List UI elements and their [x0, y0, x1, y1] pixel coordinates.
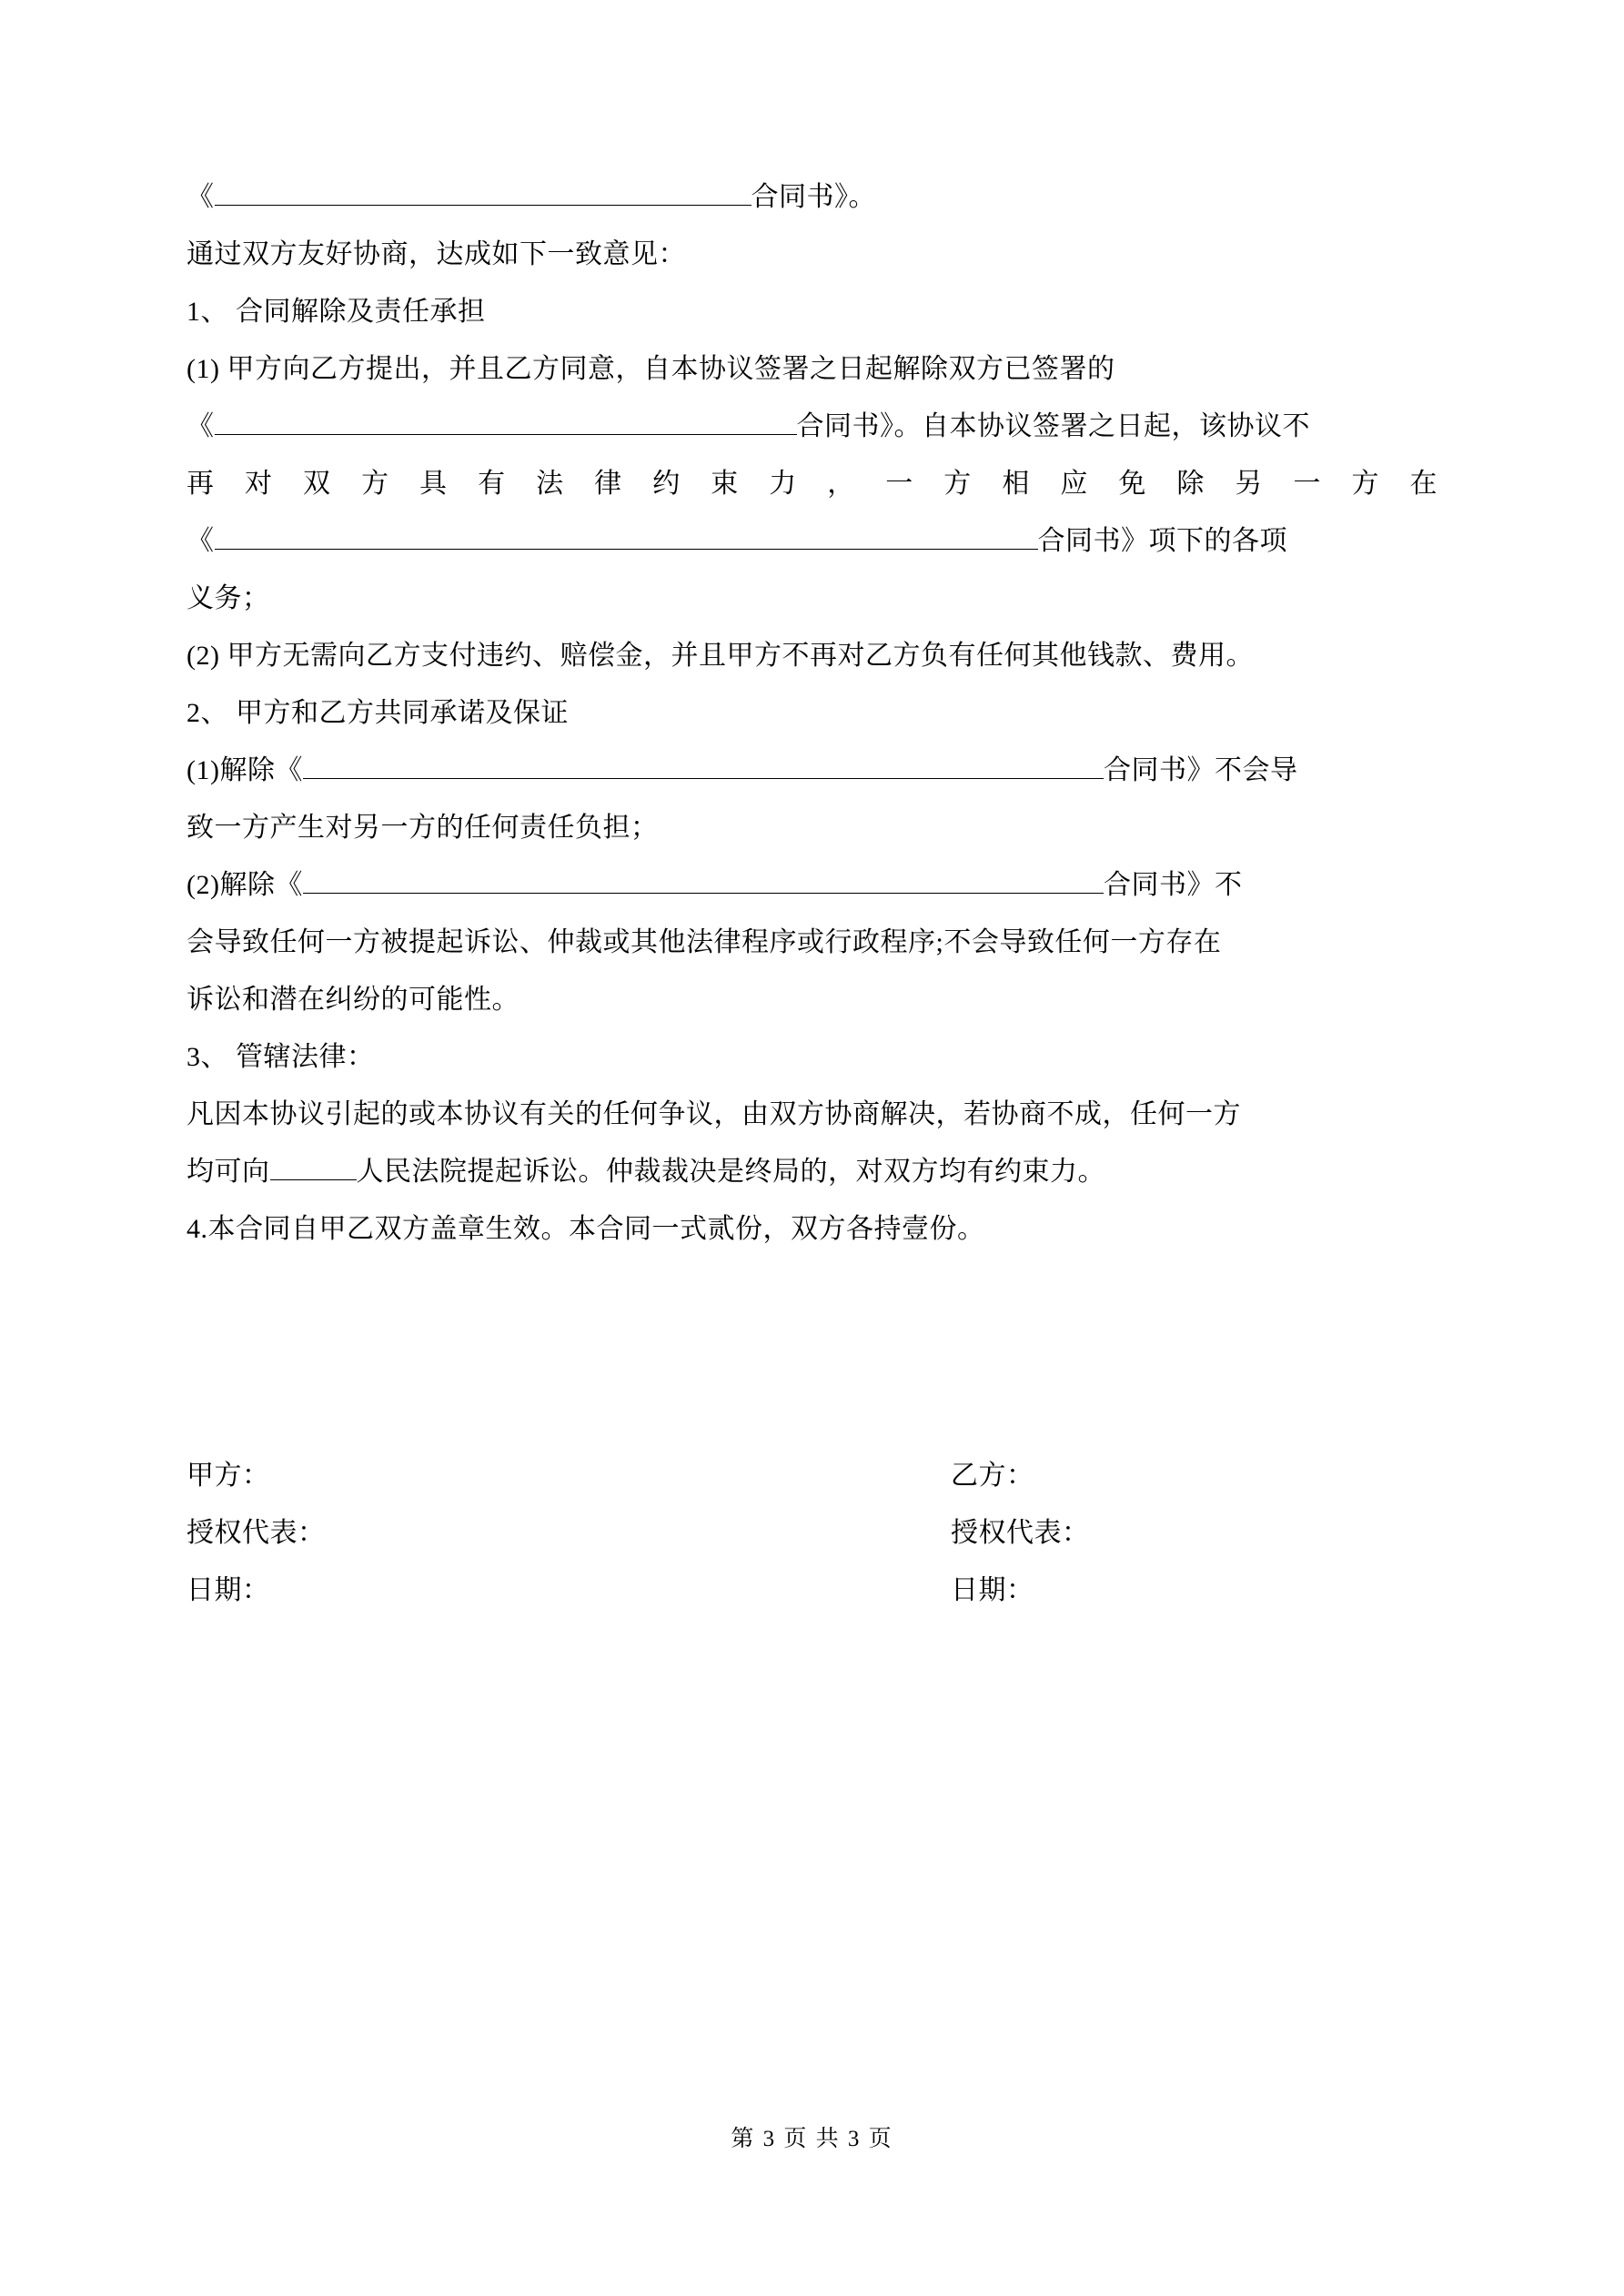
signature-row-date	[187, 1562, 1437, 1619]
s2item2-blank-field[interactable]	[303, 865, 1104, 894]
item1-blank-field[interactable]	[215, 407, 797, 435]
date-a-label: 日期：	[187, 1575, 270, 1605]
section1-heading: 1、 合同解除及责任承担	[187, 297, 486, 327]
document-body	[187, 168, 1437, 1258]
s3-prefix: 均可向	[187, 1157, 270, 1187]
s3-suffix: 人民法院提起诉讼。仲裁裁决是终局的，对双方均有约束力。	[356, 1157, 1105, 1187]
section1-item1-line1: (1) 甲方向乙方提出，并且乙方同意，自本协议签署之日起解除双方已签署的	[187, 354, 1115, 384]
rep-a-label: 授权代表：	[187, 1518, 326, 1548]
item1b-open-bracket: 《	[187, 526, 215, 556]
contract-title-line	[187, 168, 1437, 226]
date-b-label: 日期：	[951, 1575, 1034, 1605]
s2item1-suffix: 合同书》不会导	[1103, 755, 1298, 785]
section2-item1-line2: 致一方产生对另一方的任何责任负担；	[187, 813, 659, 843]
page-footer: 第 3 页 共 3 页	[731, 2127, 893, 2151]
section2-item2-line2: 会导致任何一方被提起诉讼、仲裁或其他法律程序或行政程序;不会导致任何一方存在	[187, 927, 1222, 957]
section2-item1-line1	[187, 742, 1437, 799]
section2-heading: 2、 甲方和乙方共同承诺及保证	[187, 698, 569, 728]
title-open-bracket: 《	[187, 182, 215, 212]
section2-item2-line3: 诉讼和潜在纠纷的可能性。	[187, 985, 519, 1015]
court-blank-field[interactable]	[270, 1152, 357, 1180]
section1-item1-line4	[187, 512, 1437, 570]
party-a-label: 甲方：	[187, 1461, 270, 1491]
section4-line: 4.本合同自甲乙双方盖章生效。本合同一式贰份，双方各持壹份。	[187, 1214, 985, 1244]
section1-item2: (2) 甲方无需向乙方支付违约、赔偿金，并且甲方不再对乙方负有任何其他钱款、费用。	[187, 641, 1254, 671]
s2item2-prefix: (2)解除《	[187, 870, 303, 900]
item1-suffix: 合同书》。自本协议签署之日起，该协议不	[796, 411, 1310, 441]
s2item1-blank-field[interactable]	[303, 751, 1104, 779]
section1-item1-line3: 再 对 双 方 具 有 法 律 约 束 力 ， 一 方 相 应 免 除 另 一 方 在	[187, 469, 1437, 499]
section1-item1-line5: 义务；	[187, 583, 270, 613]
signature-row-representative	[187, 1504, 1437, 1562]
section3-body-line2	[187, 1143, 1437, 1200]
title-suffix: 合同书》。	[751, 182, 876, 212]
intro-paragraph: 通过双方友好协商，达成如下一致意见：	[187, 239, 686, 269]
section3-heading: 3、 管辖法律：	[187, 1042, 375, 1072]
item1b-blank-field[interactable]	[215, 521, 1038, 550]
section3-body-line1: 凡因本协议引起的或本协议有关的任何争议，由双方协商解决，若协商不成，任何一方	[187, 1099, 1241, 1129]
party-b-label: 乙方：	[951, 1461, 1034, 1491]
signature-row-party	[187, 1447, 1437, 1504]
section1-item1-line2	[187, 398, 1437, 455]
s2item1-prefix: (1)解除《	[187, 755, 303, 785]
section2-item2-line1	[187, 856, 1437, 914]
rep-b-label: 授权代表：	[951, 1518, 1090, 1548]
item1b-suffix: 合同书》项下的各项	[1037, 526, 1287, 556]
title-blank-field[interactable]	[215, 177, 751, 206]
signature-block	[187, 1447, 1437, 1619]
s2item2-suffix: 合同书》不	[1103, 870, 1243, 900]
item1-open-bracket: 《	[187, 411, 215, 441]
